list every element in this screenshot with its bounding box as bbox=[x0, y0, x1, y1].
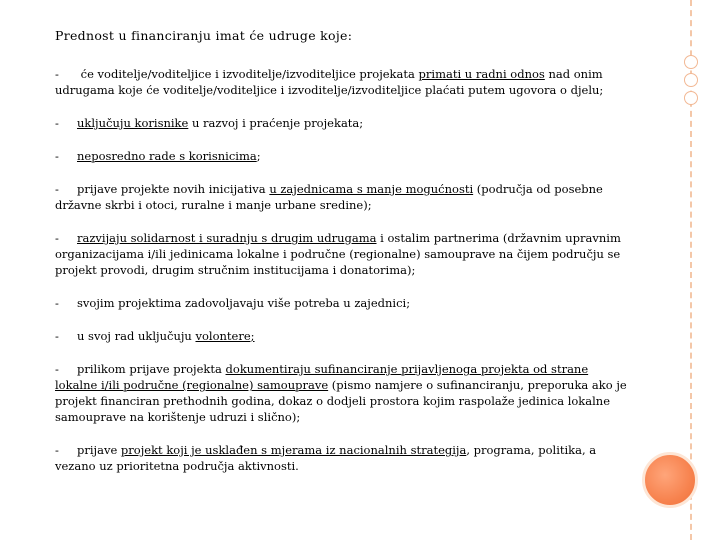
item-text: i ostalim partnerima (državnim upravnim organizacijama i/ili jedinicama lokalne i područne (regionalne) samouprave na čijem području se projekt provodi, drugim stručnim institucijama i donatorima); bbox=[55, 231, 621, 277]
item-underlined-text: neposredno rade s korisnicima bbox=[77, 149, 257, 163]
list-item bbox=[55, 361, 633, 425]
item-text: (pismo namjere o sufinanciranju, preporuka ako je projekt financiran prethodnih godina, dokaz o dodjeli prostora kojim raspolaže jedinica lokalne samouprave na korištenje udruzi i slično); bbox=[55, 378, 627, 424]
item-text: , programa, politika, a vezano uz prioritetna područja aktivnosti. bbox=[55, 443, 597, 473]
decorative-circle-icon bbox=[684, 55, 698, 69]
slide-content bbox=[55, 28, 633, 491]
slide-title: Prednost u financiranju imat će udruge koje: bbox=[55, 28, 353, 43]
bullet-dash: - bbox=[55, 443, 59, 457]
item-underlined-text: razvijaju solidarnost i suradnju s drugim udrugama bbox=[77, 231, 377, 245]
item-underlined-text: dokumentiraju sufinanciranje prijavljenoga projekta od strane lokalne i/ili područne (regionalne) samouprave bbox=[55, 362, 589, 392]
item-underlined-text: volontere; bbox=[195, 329, 255, 343]
list-item bbox=[55, 328, 633, 344]
list-item bbox=[55, 181, 633, 213]
bullet-dash: - bbox=[55, 231, 59, 245]
item-underlined-text: uključuju korisnike bbox=[77, 116, 189, 130]
item-underlined-text: u zajednicama s manje mogućnosti bbox=[269, 182, 474, 196]
list-item bbox=[55, 442, 633, 474]
list-item bbox=[55, 66, 633, 98]
bullet-dash: - bbox=[55, 67, 59, 81]
list-item bbox=[55, 115, 633, 131]
bullet-dash: - bbox=[55, 182, 59, 196]
item-text: prilikom prijave projekta bbox=[77, 362, 226, 376]
item-text: svojim projektima zadovoljavaju više potreba u zajednici; bbox=[77, 296, 411, 310]
list-item bbox=[55, 230, 633, 278]
bullet-dash: - bbox=[55, 362, 59, 376]
bullet-dash: - bbox=[55, 149, 59, 163]
bullet-dash: - bbox=[55, 116, 59, 130]
item-underlined-text: primati u radni odnos bbox=[418, 67, 545, 81]
item-text: ; bbox=[256, 149, 261, 163]
bullet-dash: - bbox=[55, 296, 59, 310]
item-text: (područja od posebne državne skrbi i otoci, ruralne i manje urbane sredine); bbox=[55, 182, 603, 212]
item-text: će voditelje/voditeljice i izvoditelje/izvoditeljice projekata bbox=[77, 67, 419, 81]
item-underlined-text: projekt koji je usklađen s mjerama iz nacionalnih strategija bbox=[120, 443, 467, 457]
bullet-dash: - bbox=[55, 329, 59, 343]
item-text: prijave projekte novih inicijativa bbox=[77, 182, 270, 196]
decorative-circle-icon bbox=[684, 73, 698, 87]
orange-circle-icon bbox=[642, 452, 698, 508]
list-item bbox=[55, 148, 633, 164]
item-text: prijave bbox=[77, 443, 121, 457]
item-text: u svoj rad uključuju bbox=[77, 329, 196, 343]
list-item bbox=[55, 295, 633, 311]
decorative-circle-icon bbox=[684, 91, 698, 105]
item-text: u razvoj i praćenje projekata; bbox=[188, 116, 364, 130]
item-text: nad onim udrugama koje će voditelje/voditeljice i izvoditelje/izvoditeljice plaćati putem ugovora o djelu; bbox=[55, 67, 604, 97]
